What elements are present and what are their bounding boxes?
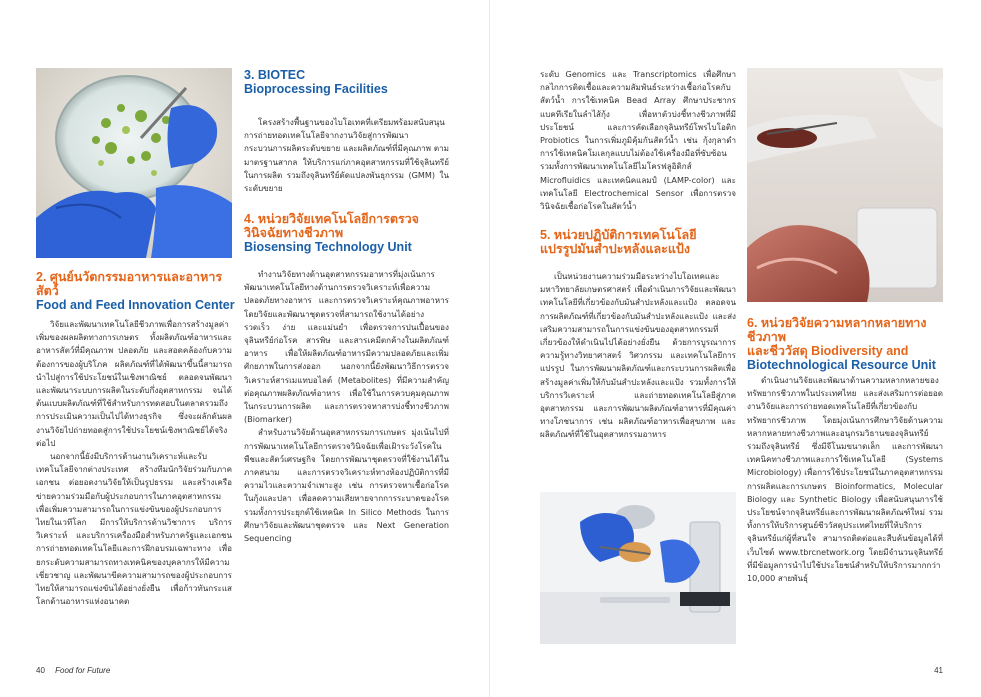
meat-sample-photo — [747, 68, 943, 302]
section-2-paragraph: วิจัยและพัฒนาเทคโนโลยีชีวภาพเพื่อการสร้างมูลค่าเพิ่มของผลผลิตทางการเกษตร ทั้งผลิตภัณฑ์อาหารและอาหารสัตว์ที่มีคุณภาพ ปลอดภัย และสอดคล้องกับความต้องการของผู้บริโภค ผลิตภัณฑ์ที่ได้พัฒนาขึ้นนี้สามารถนำไปสู่การใช้ประโยชน์ในเชิงพาณิชย์ ตลอดจนพัฒนาและพัฒนาระบบการผลิตในระดับกึ่งอุตสาหกรรม จนได้ต้นแบบผลิตภัณฑ์ที่ใช้สำหรับการทดสอบในตลาดรวมถึงการประเมินความเป็นไปได้ทางธุรกิจ ซึ่งจะผลักดันผลงานวิจัยไปถ่ายทอดสู่การใช้ประโยชน์เชิงพาณิชย์ได้จริงต่อไป — [36, 319, 232, 448]
section-2-heading — [36, 270, 236, 312]
section-5-body — [540, 270, 736, 488]
petri-dish-illustration — [36, 68, 232, 258]
section-6-heading-line2: และชีววัสดุ Biodiversity and — [747, 344, 909, 358]
section-5-heading — [540, 228, 736, 256]
section-3-heading — [244, 68, 454, 96]
section-2-paragraph: นอกจากนี้ยังมีบริการด้านงานวิเคราะห์และรับเทคโนโลยีจากต่างประเทศ สร้างทีมนักวิจัยร่วมกับภาคเอกชน ต่อยอดงานวิจัยให้เป็นรูปธรรม และสร้างเครือข่ายความร่วมมือกับผู้ประกอบการในภาคอุตสาหกรรม เพื่อเพิ่มความสามารถในการแข่งขันของผู้ประกอบการไทยในเวทีโลก มีการให้บริการด้านวิชาการ บริการวิเคราะห์ และบริการเครื่องมือสำหรับภาครัฐและเอกชน การถ่ายทอดเทคโนโลยีและการฝึกอบรมเฉพาะทาง เพื่อยกระดับความสามารถทางเทคนิคของบุคลากรให้มีความเชี่ยวชาญ และพัฒนาขีดความสามารถของผู้ประกอบการไทยให้สามารถแข่งขันได้อย่างยั่งยืน เพื่อก้าวทันกระแสโลกด้านอาหารแห่งอนาคต — [36, 451, 232, 607]
petri-dish-photo — [36, 68, 232, 258]
section-3-heading-num: 3. BIOTEC — [244, 68, 306, 82]
folio-right — [934, 666, 943, 675]
section-4-paragraph: ทำงานวิจัยทางด้านอุตสาหกรรมอาหารที่มุ่งเน้นการพัฒนาเทคโนโลยีทางด้านการตรวจวิเคราะห์เพื่อความปลอดภัยทางอาหาร และการตรวจวิเคราะห์คุณภาพอาหาร โดยวิจัยและพัฒนาชุดตรวจที่สามารถใช้งานได้อย่างรวดเร็ว ง่าย และแม่นยำ เพื่อตรวจการปนเปื้อนของจุลินทรีย์ก่อโรค สารพิษ และสารเคมีตกค้างในผลิตภัณฑ์อาหาร เพื่อให้ผลิตภัณฑ์อาหารมีความปลอดภัยและเพิ่มศักยภาพในการส่งออก นอกจากนี้ยังพัฒนาวิธีการตรวจวิเคราะห์สารเมแทบอไลต์ (Metabolites) ที่มีความสำคัญต่อคุณภาพผลิตภัณฑ์อาหาร เพื่อใช้ในการควบคุมคุณภาพในกระบวนการผลิต และการตรวจหาสารบ่งชี้ทางชีวภาพ (Biomarker) — [244, 269, 449, 425]
section-6-body — [747, 374, 943, 656]
section-6-heading-en: Biotechnological Resource Unit — [747, 358, 936, 372]
section-2-body — [36, 318, 232, 658]
left-page — [0, 0, 490, 697]
section-3-heading-en: Bioprocessing Facilities — [244, 82, 388, 96]
section-5-paragraph: เป็นหน่วยงานความร่วมมือระหว่างไบโอเทคและมหาวิทยาลัยเกษตรศาสตร์ เพื่อดำเนินการวิจัยและพัฒนาเทคโนโลยีที่เกี่ยวข้องกับมันสำปะหลังและแป้ง ตลอดจนการผลิตภัณฑ์ที่เกี่ยวข้องกับมันสำปะหลังและแป้ง และส่งเสริมความสามารถในการแข่งขันของอุตสาหกรรมที่เกี่ยวข้องให้ดำเนินไปได้อย่างยั่งยืน ด้วยการบูรณาการความรู้ทางวิทยาศาสตร์ วิศวกรรม และเทคโนโลยีการแปรรูป ในการพัฒนาผลิตภัณฑ์และกระบวนการผลิตเพื่อสร้างมูลค่าเพิ่มให้กับมันสำปะหลังและแป้ง รวมทั้งการให้บริการวิเคราะห์ และถ่ายทอดเทคโนโลยีสู่ภาคอุตสาหกรรม และการพัฒนาผลิตภัณฑ์อาหารที่มีคุณค่าทางโภชนาการ เช่น ผลิตภัณฑ์อาหารเพื่อสุขภาพ และผลิตภัณฑ์ที่ใช้ในอุตสาหกรรมอาหาร — [540, 271, 736, 440]
section-3-body — [244, 116, 449, 202]
page-number-right: 41 — [934, 666, 943, 675]
section-4-paragraph: สำหรับงานวิจัยด้านอุตสาหกรรมการเกษตร มุ่งเน้นไปที่การพัฒนาเทคโนโลยีการตรวจวินิจฉัยเพื่อเฝ้าระวังโรคในพืชและสัตว์เศรษฐกิจ โดยการพัฒนาชุดตรวจที่ใช้งานได้ในภาคสนาม และการตรวจวิเคราะห์ทางห้องปฏิบัติการที่มีความไวและความจำเพาะสูง เช่น การตรวจหาเชื้อก่อโรคในกุ้งและปลา เพื่อลดความเสียหายจากการระบาดของโรค รวมทั้งการประยุกต์ใช้เทคนิค In Silico Methods ในการศึกษาวิจัยและพัฒนาชุดตรวจ และ Next Generation Sequencing — [244, 427, 449, 544]
section-4-heading-en: Biosensing Technology Unit — [244, 240, 412, 254]
microscope-illustration — [540, 492, 736, 644]
section-5-heading-line2: แปรรูปมันสำปะหลังและแป้ง — [540, 242, 690, 256]
section-5-heading-line1: 5. หน่วยปฏิบัติการเทคโนโลยี — [540, 228, 697, 242]
lab-microscope-photo — [540, 492, 736, 644]
right-page — [490, 0, 981, 697]
continued-paragraph: ระดับ Genomics และ Transcriptomics เพื่อศึกษากลไกการติดเชื้อและความสัมพันธ์ระหว่างเชื้อก่อโรคกับสัตว์น้ำ การใช้เทคนิค Bead Array ศึกษาประชากรแบคทีเรียในลำไส้กุ้ง เพื่อหาตัวบ่งชี้ทางชีวภาพที่มีประโยชน์ และการคัดเลือกจุลินทรีย์โพรไบโอติก Probiotics ในการเพิ่มภูมิคุ้มกันสัตว์น้ำ เช่น กุ้งกุลาดำ การใช้เทคนิคโมเลกุลแบบไม่ต้องใช้เครื่องมือที่ซับซ้อน รวมทั้งการพัฒนาเทคโนโลยีไมโครฟลูอิดิกส์ Microfluidics และเทคนิคแลมป์ (LAMP-color) และเทคโนโลยี Electrochemical Sensor เพื่อการตรวจวินิจฉัยเชื้อก่อโรคในสัตว์น้ำ — [540, 69, 736, 212]
section-2-heading-en: Food and Feed Innovation Center — [36, 298, 235, 312]
section-4-heading-th: 4. หน่วยวิจัยเทคโนโลยีการตรวจวินิจฉัยทางชีวภาพ — [244, 212, 419, 240]
section-4-body — [244, 268, 449, 658]
section-6-heading — [747, 316, 947, 372]
section-2-heading-th: 2. ศูนย์นวัตกรรมอาหารและอาหารสัตว์ — [36, 270, 223, 298]
meat-sample-illustration — [747, 68, 943, 302]
page-number-left: 40 — [36, 666, 45, 675]
magazine-title: Food for Future — [55, 666, 111, 675]
folio-left — [36, 666, 110, 675]
section-6-paragraph: ดำเนินงานวิจัยและพัฒนาด้านความหลากหลายของทรัพยากรชีวภาพในประเทศไทย และส่งเสริมการต่อยอดงานวิจัยและการถ่ายทอดเทคโนโลยีที่เกี่ยวข้องกับทรัพยากรชีวภาพ โดยมุ่งเน้นการศึกษาวิจัยด้านความหลากหลายทางชีวภาพและอนุกรมวิธานของจุลินทรีย์ รวมถึงจุลินทรีย์ ซึ่งมีจีโนมขนาดเล็ก และการพัฒนาเทคนิคทางชีวภาพและการใช้เทคโนโลยี (Systems Microbiology) เพื่อการใช้ประโยชน์ในภาคอุตสาหกรรมการผลิตและการเกษตร Bioinformatics, Molecular Biology และ Synthetic Biology เพื่อสนับสนุนการใช้ประโยชน์จากจุลินทรีย์และการพัฒนาผลิตภัณฑ์ใหม่ รวมทั้งการให้บริการศูนย์ชีววัสดุประเทศไทยที่ให้บริการจุลินทรีย์แก่ผู้ที่สนใจ สามารถติดต่อและสืบค้นข้อมูลได้ที่เว็บไซต์ www.tbrcnetwork.org โดยมีจำนวนจุลินทรีย์ที่มีข้อมูลการนำไปใช้ประโยชน์สำหรับให้บริการมากกว่า 10,000 สายพันธุ์ — [747, 375, 943, 584]
section-3-paragraph: โครงสร้างพื้นฐานของไบโอเทคที่เตรียมพร้อมสนับสนุนการถ่ายทอดเทคโนโลยีจากงานวิจัยสู่การพัฒนากระบวนการผลิตระดับขยาย และผลิตภัณฑ์ที่มีคุณภาพ ตามมาตรฐานสากล ให้บริการแก่ภาคอุตสาหกรรมที่ใช้จุลินทรีย์ในการผลิต รวมถึงจุลินทรีย์ดัดแปลงพันธุกรรม (GMM) ในระดับขยาย — [244, 117, 449, 194]
section-4-heading — [244, 212, 454, 254]
continued-text — [540, 68, 736, 212]
section-6-heading-line1: 6. หน่วยวิจัยความหลากหลายทางชีวภาพ — [747, 316, 927, 344]
